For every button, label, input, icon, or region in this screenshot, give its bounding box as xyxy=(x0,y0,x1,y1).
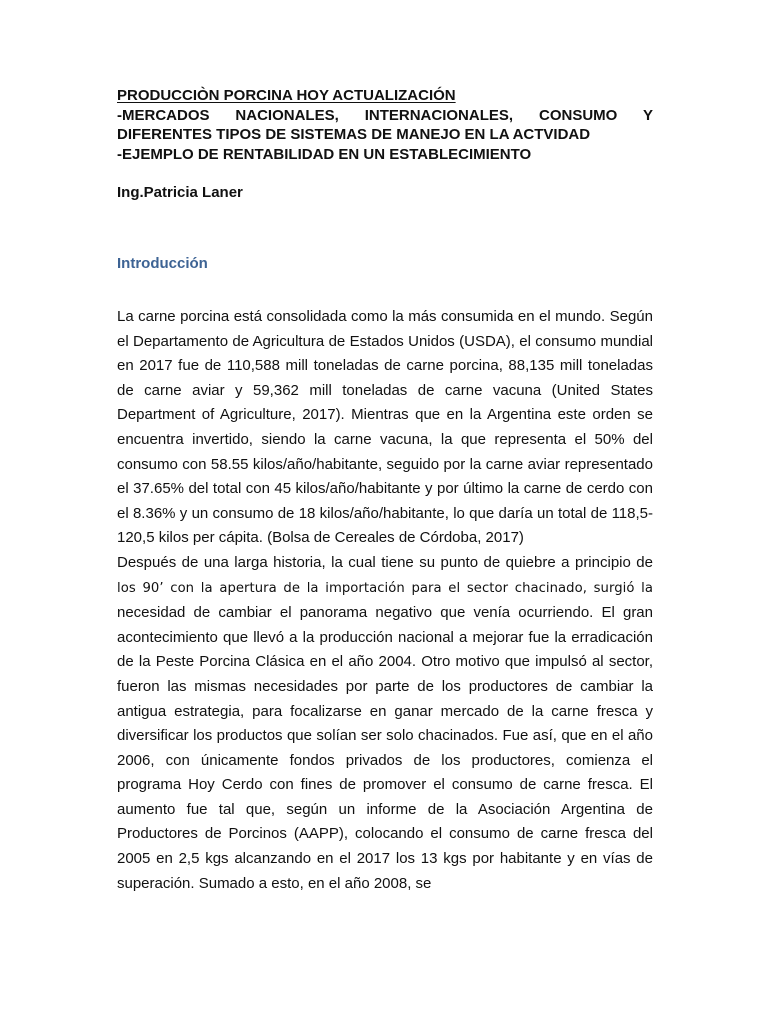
body-text xyxy=(117,305,653,896)
paragraph-2-start: Después de una larga historia, la cual tiene su punto de quiebre a principio de xyxy=(117,553,653,571)
title-line-main: PRODUCCIÒN PORCINA HOY ACTUALIZACIÓN xyxy=(117,87,456,104)
paragraph-2 xyxy=(117,551,653,896)
document-title xyxy=(117,86,653,164)
title-line-subtitle-2: DIFERENTES TIPOS DE SISTEMAS DE MANEJO EN LA ACTVIDAD xyxy=(117,126,591,143)
title-line-subtitle-3: -EJEMPLO DE RENTABILIDAD EN UN ESTABLECIMIENTO xyxy=(117,145,532,163)
paragraph-1: La carne porcina está consolidada como la más consumida en el mundo. Según el Departamento de Agricultura de Estados Unidos (USDA), el consumo mundial en 2017 fue de 110,588 mill toneladas de carne porcina, 88,135 mill toneladas de carne aviar y 59,362 mill toneladas de carne vacuna (United States Department of Agriculture, 2017). Mientras que en la Argentina este orden se encuentra invertido, siendo la carne vacuna, la que representa el 50% del consumo con 58.55 kilos/año/habitante, seguido por la carne aviar representado el 37.65% del total con 45 kilos/año/habitante y por último la carne de cerdo con el 8.36% y un consumo de 18 kilos/año/habitante, lo que daría un total de 118,5-120,5 kilos per cápita. (Bolsa de Cereales de Córdoba, 2017) xyxy=(117,308,653,547)
title-line-subtitle-1: -MERCADOS NACIONALES, INTERNACIONALES, CONSUMO Y xyxy=(117,106,653,124)
paragraph-2-rest: necesidad de cambiar el panorama negativo que venía ocurriendo. El gran acontecimiento que llevó a la producción nacional a mejorar fue la erradicación de la Peste Porcina Clásica en el año 2004. Otro motivo que impulsó al sector, fueron las mismas necesidades por parte de los productores de cambiar la antigua estrategia, para focalizarse en ganar mercado de la carne fresca y diversificar los productos que solían ser solo chacinados. Fue así, que en el año 2006, con únicamente fondos privados de los productores, comienza el programa Hoy Cerdo con fines de promover el consumo de carne fresca. El aumento fue tal que, según un informe de la Asociación Argentina de Productores de Porcinos (AAPP), colocando el consumo de carne fresca del 2005 en 2,5 kgs alcanzando en el 2017 los 13 kgs por habitante y en vías de superación. Sumado a esto, en el año 2008, se xyxy=(117,604,653,892)
paragraph-2-variant-font-line: los 90’ con la apertura de la importación para el sector chacinado, surgió la xyxy=(117,580,653,596)
author-name: Ing.Patricia Laner xyxy=(117,184,243,201)
section-heading-introduccion: Introducción xyxy=(117,255,208,272)
document-page xyxy=(117,86,653,896)
